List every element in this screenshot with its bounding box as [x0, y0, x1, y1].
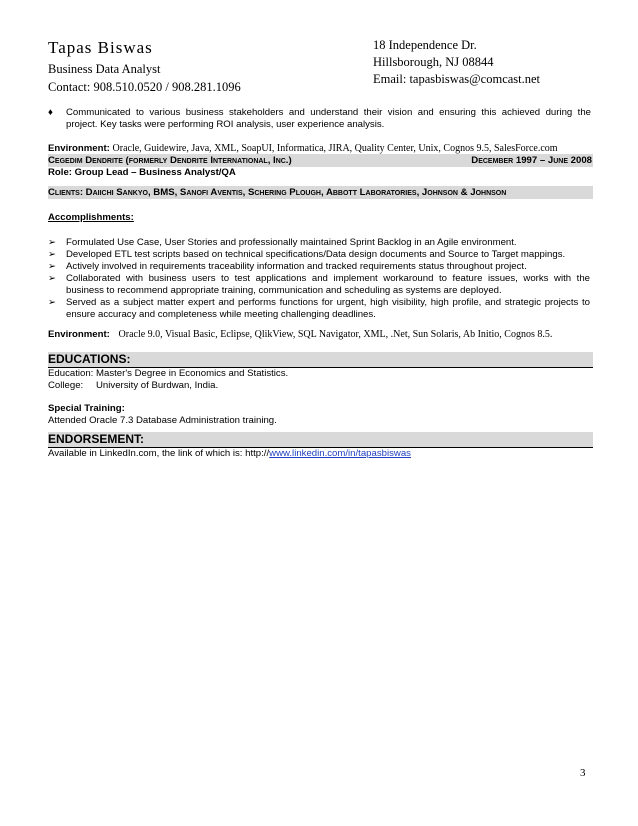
arrow-bullet-icon: ➢	[48, 297, 57, 308]
training-heading: Special Training:	[48, 403, 125, 414]
intro-bullet-line-2: project. Key tasks were performing ROI analysis, user experience analysis.	[66, 119, 385, 130]
environment-label: Environment	[48, 143, 107, 154]
email: Email: tapasbiswas@comcast.net	[373, 72, 541, 86]
college-name: University of Burdwan, India.	[96, 380, 219, 391]
diamond-bullet-icon: ♦	[48, 107, 53, 118]
list-item: Developed ETL test scripts based on technical specifications/Data design documents and Source to Target mappings.	[66, 249, 566, 260]
arrow-bullet-icon: ➢	[48, 261, 57, 272]
arrow-bullet-icon: ➢	[48, 249, 57, 260]
resume-name: Tapas Biswas	[48, 38, 153, 57]
environment-label: Environment:	[48, 329, 110, 340]
environment-colon: :	[106, 143, 110, 154]
list-item-continuation: business to recommend appropriate training, communication and scheduling as systems are deployed.	[66, 285, 502, 296]
list-item: Served as a subject matter expert and performs functions for urgent, high visibility, high profile, and strategic projects to	[66, 297, 590, 308]
list-item: Formulated Use Case, User Stories and professionally maintained Sprint Backlog in an Agile environment.	[66, 237, 517, 248]
company-name: Cegedim Dendrite (formerly Dendrite International, Inc.)	[48, 155, 292, 166]
page-number: 3	[580, 767, 586, 779]
address-line-2: Hillsborough, NJ 08844	[373, 55, 494, 69]
list-item: Collaborated with business users to test applications and implement workaround to feature issues, works with the	[66, 273, 590, 284]
intro-bullet-line-1: Communicated to various business stakeholders and understand their vision and ensuring this achieved during the	[66, 107, 591, 118]
endorsement-line	[48, 448, 411, 460]
arrow-bullet-icon: ➢	[48, 237, 57, 248]
list-item-continuation: ensure accuracy and completeness while meeting challenging deadlines.	[66, 309, 376, 320]
job-title: Business Data Analyst	[48, 62, 161, 76]
employment-dates: December 1997 – June 2008	[471, 155, 592, 166]
accomplishments-heading: Accomplishments:	[48, 212, 134, 223]
endorsement-heading: ENDORSEMENT:	[48, 432, 145, 446]
training-text: Attended Oracle 7.3 Database Administration training.	[48, 415, 277, 426]
educations-heading: EDUCATIONS:	[48, 352, 131, 366]
environment-text: Oracle 9.0, Visual Basic, Eclipse, QlikView, SQL Navigator, XML, .Net, Sun Solaris, Ab Initio, Cognos 8.5.	[118, 329, 553, 340]
education-degree: Education: Master's Degree in Economics and Statistics.	[48, 368, 289, 379]
contact-phone: Contact: 908.510.0520 / 908.281.1096	[48, 80, 241, 94]
role: Role: Group Lead – Business Analyst/QA	[48, 167, 236, 178]
address-line-1: 18 Independence Dr.	[373, 38, 477, 52]
list-item: Actively involved in requirements traceability information and tracked requirements status throughout project.	[66, 261, 527, 272]
environment-text: Oracle, Guidewire, Java, XML, SoapUI, Informatica, JIRA, Quality Center, Unix, Cognos 9.5, SalesForce.com	[112, 143, 558, 154]
environment-line-2	[48, 329, 593, 341]
endorsement-text: Available in LinkedIn.com, the link of which is: http://	[48, 448, 270, 459]
college-label: College:	[48, 380, 84, 391]
linkedin-link[interactable]: www.linkedin.com/in/tapasbiswas	[269, 448, 411, 459]
arrow-bullet-icon: ➢	[48, 273, 57, 284]
clients: Clients: Daiichi Sankyo, BMS, Sanofi Aventis, Schering Plough, Abbott Laboratories, Johnson & Johnson	[48, 187, 507, 198]
